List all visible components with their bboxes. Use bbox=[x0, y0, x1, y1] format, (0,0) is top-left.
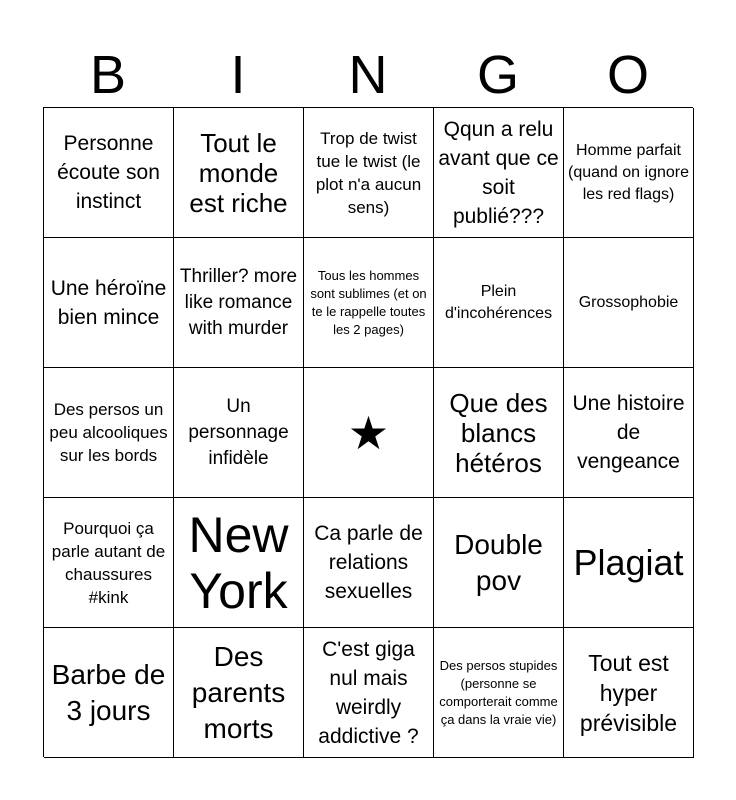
bingo-cell[interactable]: Qqun a relu avant que ce soit publié??? bbox=[434, 108, 564, 238]
header-letter-b: B bbox=[89, 45, 127, 105]
bingo-cell[interactable]: Pourquoi ça parle autant de chaussures #kink bbox=[44, 498, 174, 628]
bingo-cell[interactable]: Plein d'incohérences bbox=[434, 238, 564, 368]
bingo-cell[interactable]: Un personnage infidèle bbox=[174, 368, 304, 498]
bingo-cell[interactable]: Thriller? more like romance with murder bbox=[174, 238, 304, 368]
bingo-cell[interactable]: Des persos un peu alcooliques sur les bords bbox=[44, 368, 174, 498]
free-space[interactable] bbox=[304, 368, 434, 498]
bingo-cell[interactable]: Trop de twist tue le twist (le plot n'a aucun sens) bbox=[304, 108, 434, 238]
bingo-cell[interactable]: Barbe de 3 jours bbox=[44, 628, 174, 758]
bingo-cell[interactable]: Homme parfait (quand on ignore les red flags) bbox=[564, 108, 694, 238]
bingo-cell[interactable]: Grossophobie bbox=[564, 238, 694, 368]
header-letter-n: N bbox=[348, 45, 388, 105]
bingo-cell[interactable]: Double pov bbox=[434, 498, 564, 628]
bingo-cell[interactable]: Personne écoute son instinct bbox=[44, 108, 174, 238]
header-letter-o: O bbox=[606, 45, 649, 105]
bingo-cell[interactable]: Que des blancs hétéros bbox=[434, 368, 564, 498]
bingo-header bbox=[43, 44, 693, 106]
bingo-cell[interactable]: Tous les hommes sont sublimes (et on te le rappelle toutes les 2 pages) bbox=[304, 238, 434, 368]
bingo-cell[interactable]: Des parents morts bbox=[174, 628, 304, 758]
bingo-grid bbox=[43, 107, 693, 757]
bingo-cell[interactable]: C'est giga nul mais weirdly addictive ? bbox=[304, 628, 434, 758]
bingo-cell[interactable]: Des persos stupides (personne se comporterait comme ça dans la vraie vie) bbox=[434, 628, 564, 758]
bingo-cell[interactable]: Tout le monde est riche bbox=[174, 108, 304, 238]
header-letter-i: I bbox=[230, 45, 246, 105]
header-letter-g: G bbox=[476, 45, 519, 105]
bingo-cell[interactable]: Ca parle de relations sexuelles bbox=[304, 498, 434, 628]
bingo-cell[interactable]: Une héroïne bien mince bbox=[44, 238, 174, 368]
bingo-cell[interactable]: Tout est hyper prévisible bbox=[564, 628, 694, 758]
star-icon: ★ bbox=[347, 406, 390, 459]
bingo-cell[interactable]: Une histoire de vengeance bbox=[564, 368, 694, 498]
bingo-cell[interactable]: Plagiat bbox=[564, 498, 694, 628]
bingo-cell[interactable]: New York bbox=[174, 498, 304, 628]
